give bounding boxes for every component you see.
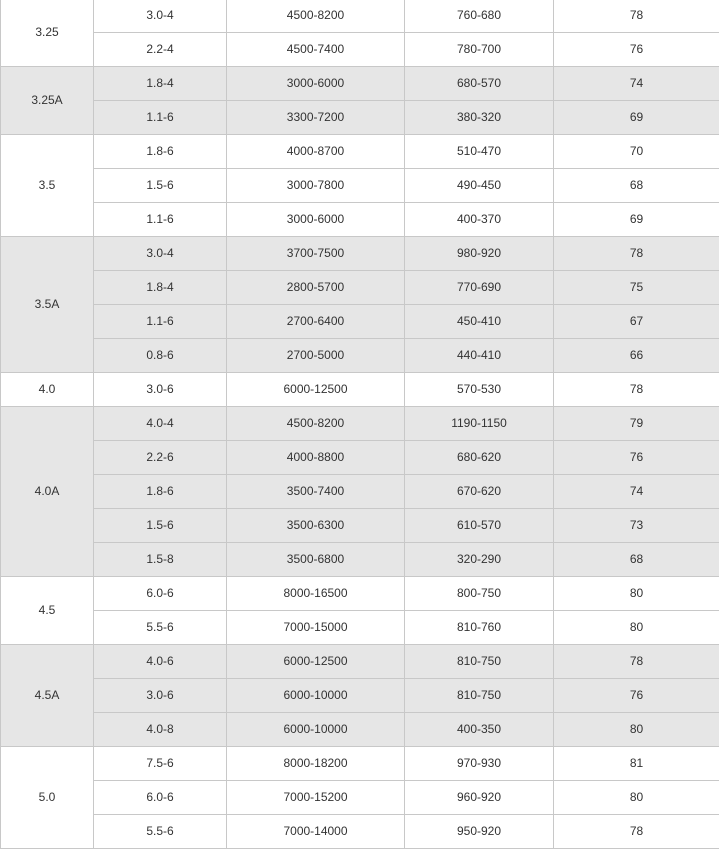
- col-3-cell: 3500-7400: [227, 475, 405, 509]
- col-4-cell: 510-470: [405, 135, 554, 169]
- col-5-cell: 80: [554, 713, 719, 747]
- col-5-cell: 73: [554, 509, 719, 543]
- col-2-cell: 1.8-4: [94, 67, 227, 101]
- model-cell: 3.25A: [1, 67, 94, 135]
- col-5-cell: 81: [554, 747, 719, 781]
- col-5-cell: 69: [554, 203, 719, 237]
- table-row: [1, 0, 719, 33]
- model-cell: 3.5A: [1, 237, 94, 373]
- col-2-cell: 1.5-6: [94, 509, 227, 543]
- col-4-cell: 400-370: [405, 203, 554, 237]
- col-3-cell: 6000-12500: [227, 373, 405, 407]
- col-3-cell: 4500-8200: [227, 0, 405, 33]
- col-3-cell: 3700-7500: [227, 237, 405, 271]
- col-4-cell: 610-570: [405, 509, 554, 543]
- col-3-cell: 2800-5700: [227, 271, 405, 305]
- col-3-cell: 3000-6000: [227, 67, 405, 101]
- col-4-cell: 380-320: [405, 101, 554, 135]
- col-4-cell: 570-530: [405, 373, 554, 407]
- col-5-cell: 80: [554, 577, 719, 611]
- col-5-cell: 76: [554, 679, 719, 713]
- model-cell: 4.0A: [1, 407, 94, 577]
- col-2-cell: 4.0-4: [94, 407, 227, 441]
- col-2-cell: 4.0-6: [94, 645, 227, 679]
- col-5-cell: 69: [554, 101, 719, 135]
- col-3-cell: 4500-8200: [227, 407, 405, 441]
- col-5-cell: 68: [554, 169, 719, 203]
- col-2-cell: 2.2-4: [94, 33, 227, 67]
- table-row: [1, 645, 719, 679]
- table-row: [1, 135, 719, 169]
- col-3-cell: 3000-7800: [227, 169, 405, 203]
- col-4-cell: 810-750: [405, 679, 554, 713]
- table-row: [1, 33, 719, 67]
- table-row: [1, 543, 719, 577]
- col-4-cell: 780-700: [405, 33, 554, 67]
- col-3-cell: 7000-15200: [227, 781, 405, 815]
- col-3-cell: 3500-6800: [227, 543, 405, 577]
- col-3-cell: 3300-7200: [227, 101, 405, 135]
- col-2-cell: 7.5-6: [94, 747, 227, 781]
- col-5-cell: 68: [554, 543, 719, 577]
- col-4-cell: 800-750: [405, 577, 554, 611]
- col-4-cell: 770-690: [405, 271, 554, 305]
- model-cell: 3.25: [1, 0, 94, 67]
- col-4-cell: 680-570: [405, 67, 554, 101]
- spec-table-body: [1, 0, 719, 849]
- col-4-cell: 950-920: [405, 815, 554, 849]
- col-3-cell: 7000-14000: [227, 815, 405, 849]
- col-4-cell: 490-450: [405, 169, 554, 203]
- table-row: [1, 747, 719, 781]
- col-5-cell: 78: [554, 237, 719, 271]
- col-5-cell: 70: [554, 135, 719, 169]
- col-2-cell: 6.0-6: [94, 781, 227, 815]
- col-2-cell: 3.0-6: [94, 679, 227, 713]
- col-5-cell: 76: [554, 441, 719, 475]
- col-2-cell: 3.0-4: [94, 237, 227, 271]
- col-2-cell: 0.8-6: [94, 339, 227, 373]
- col-4-cell: 320-290: [405, 543, 554, 577]
- col-4-cell: 810-750: [405, 645, 554, 679]
- col-4-cell: 450-410: [405, 305, 554, 339]
- table-row: [1, 781, 719, 815]
- col-5-cell: 80: [554, 781, 719, 815]
- col-5-cell: 79: [554, 407, 719, 441]
- model-cell: 4.5: [1, 577, 94, 645]
- col-5-cell: 78: [554, 815, 719, 849]
- col-2-cell: 1.8-6: [94, 475, 227, 509]
- model-cell: 4.5A: [1, 645, 94, 747]
- col-3-cell: 6000-10000: [227, 713, 405, 747]
- table-row: [1, 713, 719, 747]
- col-3-cell: 4000-8800: [227, 441, 405, 475]
- table-row: [1, 679, 719, 713]
- table-row: [1, 373, 719, 407]
- col-3-cell: 3500-6300: [227, 509, 405, 543]
- table-row: [1, 509, 719, 543]
- col-2-cell: 1.5-8: [94, 543, 227, 577]
- table-row: [1, 815, 719, 849]
- col-5-cell: 78: [554, 645, 719, 679]
- col-2-cell: 6.0-6: [94, 577, 227, 611]
- table-row: [1, 101, 719, 135]
- col-4-cell: 970-930: [405, 747, 554, 781]
- col-2-cell: 5.5-6: [94, 815, 227, 849]
- table-row: [1, 67, 719, 101]
- model-cell: 3.5: [1, 135, 94, 237]
- col-2-cell: 1.8-6: [94, 135, 227, 169]
- col-3-cell: 6000-12500: [227, 645, 405, 679]
- col-4-cell: 680-620: [405, 441, 554, 475]
- col-3-cell: 4500-7400: [227, 33, 405, 67]
- col-3-cell: 8000-16500: [227, 577, 405, 611]
- table-row: [1, 611, 719, 645]
- col-5-cell: 74: [554, 475, 719, 509]
- col-5-cell: 67: [554, 305, 719, 339]
- table-row: [1, 475, 719, 509]
- col-3-cell: 3000-6000: [227, 203, 405, 237]
- col-5-cell: 66: [554, 339, 719, 373]
- col-4-cell: 960-920: [405, 781, 554, 815]
- col-2-cell: 4.0-8: [94, 713, 227, 747]
- col-2-cell: 2.2-6: [94, 441, 227, 475]
- col-5-cell: 80: [554, 611, 719, 645]
- col-2-cell: 3.0-6: [94, 373, 227, 407]
- table-row: [1, 441, 719, 475]
- col-4-cell: 980-920: [405, 237, 554, 271]
- col-2-cell: 1.5-6: [94, 169, 227, 203]
- col-5-cell: 78: [554, 0, 719, 33]
- col-3-cell: 8000-18200: [227, 747, 405, 781]
- table-row: [1, 169, 719, 203]
- col-4-cell: 440-410: [405, 339, 554, 373]
- col-4-cell: 1190-1150: [405, 407, 554, 441]
- col-3-cell: 7000-15000: [227, 611, 405, 645]
- model-cell: 4.0: [1, 373, 94, 407]
- table-row: [1, 407, 719, 441]
- col-5-cell: 75: [554, 271, 719, 305]
- col-2-cell: 5.5-6: [94, 611, 227, 645]
- col-2-cell: 1.1-6: [94, 203, 227, 237]
- col-4-cell: 760-680: [405, 0, 554, 33]
- table-row: [1, 237, 719, 271]
- table-row: [1, 339, 719, 373]
- col-5-cell: 78: [554, 373, 719, 407]
- col-5-cell: 76: [554, 33, 719, 67]
- col-4-cell: 670-620: [405, 475, 554, 509]
- table-row: [1, 203, 719, 237]
- col-2-cell: 1.1-6: [94, 101, 227, 135]
- col-3-cell: 6000-10000: [227, 679, 405, 713]
- col-5-cell: 74: [554, 67, 719, 101]
- col-4-cell: 810-760: [405, 611, 554, 645]
- col-3-cell: 2700-6400: [227, 305, 405, 339]
- col-3-cell: 2700-5000: [227, 339, 405, 373]
- table-row: [1, 271, 719, 305]
- col-2-cell: 1.1-6: [94, 305, 227, 339]
- model-cell: 5.0: [1, 747, 94, 849]
- table-row: [1, 305, 719, 339]
- table-row: [1, 577, 719, 611]
- col-4-cell: 400-350: [405, 713, 554, 747]
- col-3-cell: 4000-8700: [227, 135, 405, 169]
- col-2-cell: 1.8-4: [94, 271, 227, 305]
- col-2-cell: 3.0-4: [94, 0, 227, 33]
